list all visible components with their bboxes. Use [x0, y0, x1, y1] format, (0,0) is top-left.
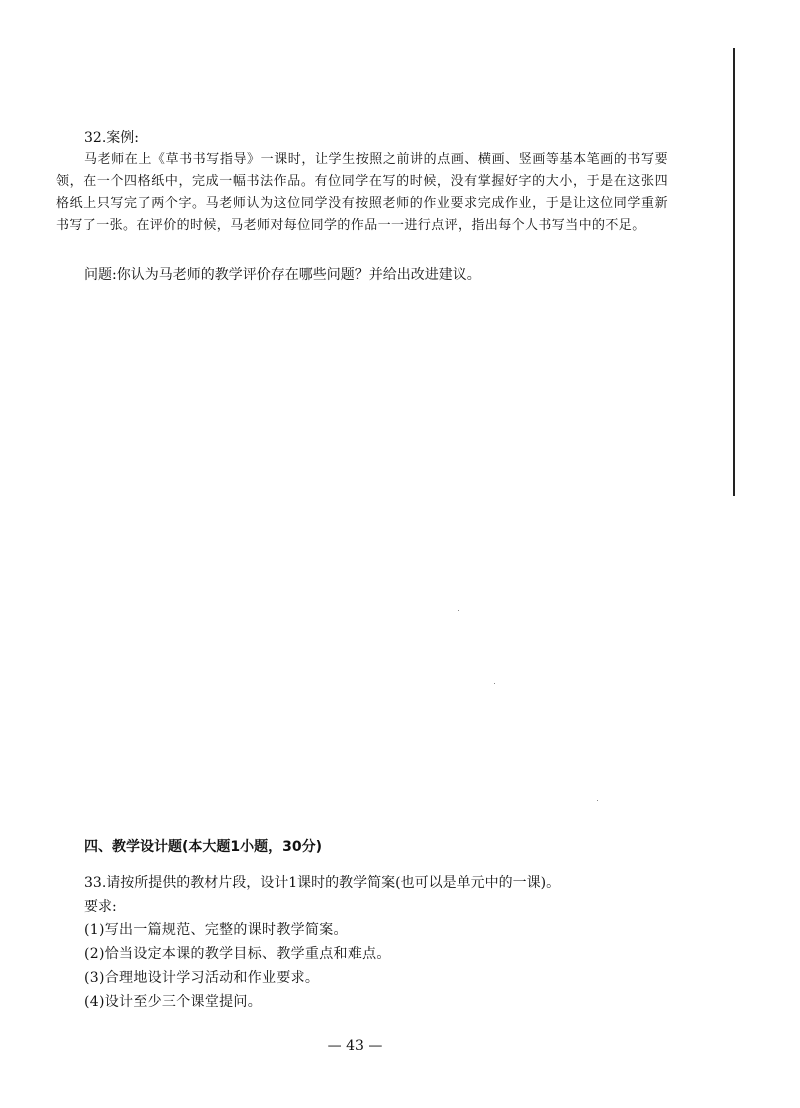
- question-33-prompt: 33.请按所提供的教材片段，设计1课时的教学简案(也可以是单元中的一课)。: [84, 875, 561, 891]
- page-number: — 43 —: [327, 1038, 383, 1054]
- section-4-title: 四、教学设计题(本大题1小题，30分): [84, 839, 323, 855]
- requirement-item: (4)设计至少三个课堂提问。: [84, 994, 263, 1010]
- question-32-title: 32.案例:: [84, 130, 139, 146]
- requirements-list: [84, 918, 684, 1014]
- scan-speck: [458, 610, 459, 611]
- binding-margin-line: [733, 48, 735, 496]
- scan-speck: [494, 683, 495, 684]
- question-32-prompt: 问题:你认为马老师的教学评价存在哪些问题？并给出改进建议。: [84, 267, 481, 283]
- requirement-item: (2)恰当设定本课的教学目标、教学重点和难点。: [84, 946, 391, 962]
- question-32-case-text: 马老师在上《草书书写指导》一课时，让学生按照之前讲的点画、横画、竖画等基本笔画的书写要领，在一个四格纸中，完成一幅书法作品。有位同学在写的时候，没有掌握好字的大小，于是在这张四格纸上只写完了两个字。马老师认为这位同学没有按照老师的作业要求完成作业，于是让这位同学重新书写了一张。在评价的时候，马老师对每位同学的作品一一进行点评，指出每个人书写当中的不足。: [56, 152, 668, 233]
- requirement-item: (3)合理地设计学习活动和作业要求。: [84, 970, 320, 986]
- requirements-label: 要求:: [84, 899, 117, 915]
- requirement-item: (1)写出一篇规范、完整的课时教学简案。: [84, 922, 348, 938]
- scan-speck: [597, 800, 598, 801]
